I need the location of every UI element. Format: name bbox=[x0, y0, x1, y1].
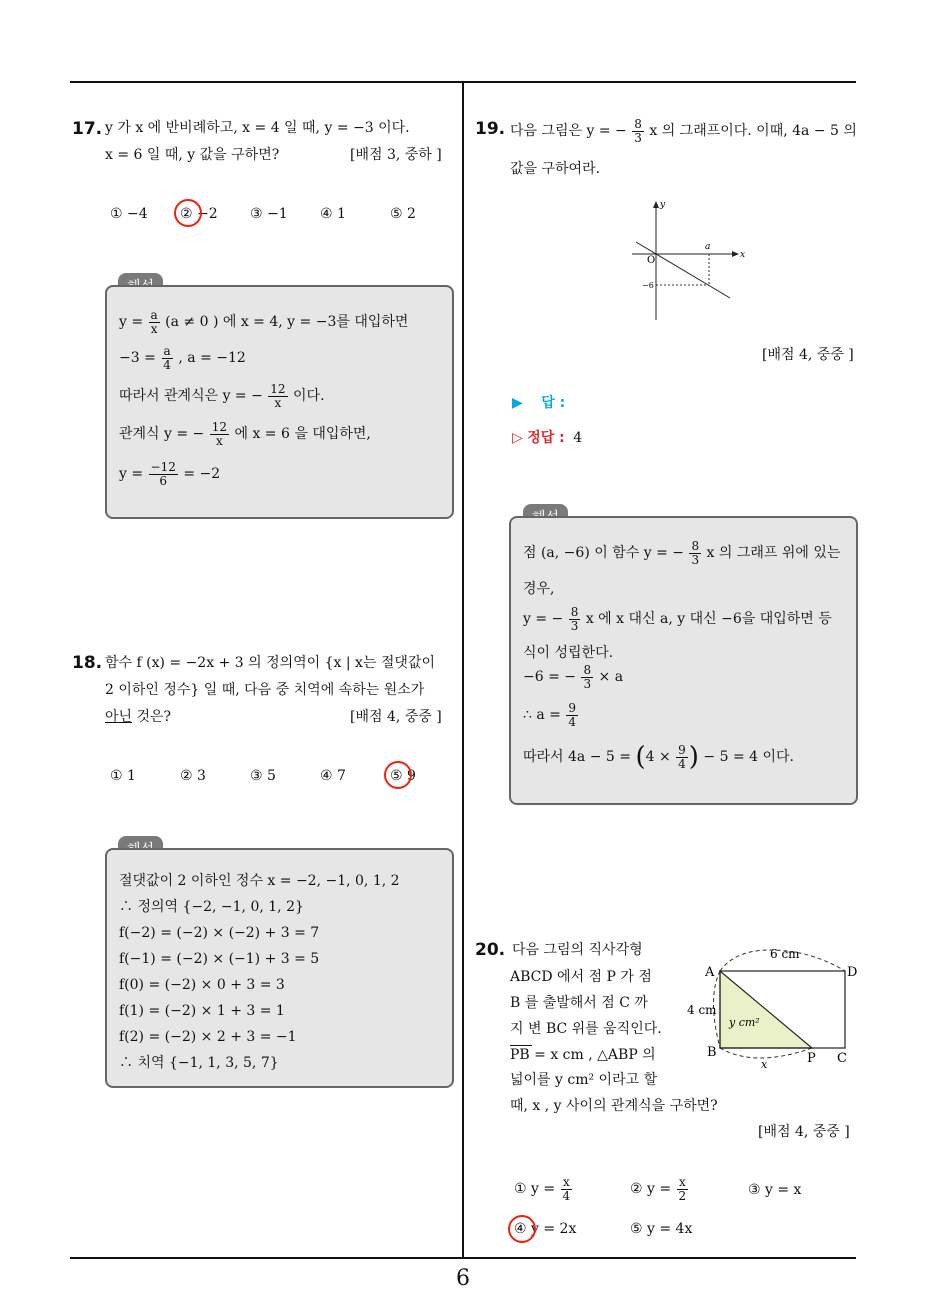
solution-line: f(0) = (−2) × 0 + 3 = 3 bbox=[119, 977, 285, 993]
x-axis-label: x bbox=[740, 250, 746, 260]
y-axis-label: y bbox=[660, 200, 666, 210]
question-text-line1: 다음 그림은 y = − $\frac{8}{3}$ x 의 그래프이다. 이때, 4a − 5 의 bbox=[510, 117, 857, 145]
solution-line: 경우, bbox=[523, 581, 555, 597]
question-text-line3: 아닌 것은? bbox=[105, 709, 172, 725]
question-number: 18. bbox=[72, 653, 103, 673]
solution-line: y = $\frac{a}{x}$ (a ≠ 0 ) 에 x = 4, y = −3를 대입하면 bbox=[119, 308, 409, 336]
choice-5[interactable]: ⑤ y = 4x bbox=[630, 1221, 693, 1237]
score-label: [배점 4, 중중 ] bbox=[350, 709, 442, 725]
question-text-line: 때, x , y 사이의 관계식을 구하면? bbox=[510, 1098, 718, 1114]
answer-row bbox=[512, 396, 565, 410]
score-label: [배점 3, 중하 ] bbox=[350, 147, 442, 163]
answer-circle-mark bbox=[174, 199, 202, 227]
solution-line: ∴ a = $\frac{9}{4}$ bbox=[523, 701, 576, 729]
correct-value: 4 bbox=[573, 430, 583, 446]
solution-line: ∴ 치역 {−1, 1, 3, 5, 7} bbox=[119, 1055, 279, 1071]
correct-arrow-icon: ▷ bbox=[512, 430, 523, 446]
area-label: y cm² bbox=[729, 1016, 760, 1029]
neg6-label: −6 bbox=[642, 281, 654, 290]
top-length-label: 6 cm bbox=[770, 947, 800, 961]
question-text-line: B 를 출발해서 점 C 까 bbox=[510, 995, 648, 1011]
choice-5[interactable]: ⑤ 9 bbox=[390, 768, 416, 784]
solution-line: 점 (a, −6) 이 함수 y = − $\frac{8}{3}$ x 의 그래프 위에 있는 bbox=[523, 539, 841, 567]
solution-line: f(1) = (−2) × 1 + 3 = 1 bbox=[119, 1003, 285, 1019]
question-text-line1: 함수 f (x) = −2x + 3 의 정의역이 {x | x는 절댓값이 bbox=[105, 655, 436, 671]
left-length-label: 4 cm bbox=[687, 1003, 717, 1017]
a-label: a bbox=[705, 242, 711, 252]
column-divider bbox=[462, 81, 464, 1259]
triangle-abp bbox=[720, 971, 812, 1048]
vertex-c: C bbox=[837, 1051, 847, 1066]
choice-3[interactable]: ③ −1 bbox=[250, 206, 288, 222]
question-text-line2: 2 이하인 정수} 일 때, 다음 중 치역에 속하는 원소가 bbox=[105, 682, 425, 698]
solution-line: f(−2) = (−2) × (−2) + 3 = 7 bbox=[119, 925, 320, 941]
solution-line: 따라서 관계식은 y = − $\frac{12}{x}$ 이다. bbox=[119, 382, 325, 410]
choice-4[interactable]: ④ 1 bbox=[320, 206, 346, 222]
answer-label: 답 : bbox=[541, 395, 566, 411]
question-text-line2: x = 6 일 때, y 값을 구하면? bbox=[105, 147, 280, 163]
choice-2[interactable]: ② −2 bbox=[180, 206, 218, 222]
solution-box bbox=[105, 848, 454, 1088]
x-axis-arrow bbox=[732, 251, 739, 257]
choice-2[interactable]: ② 3 bbox=[180, 768, 206, 784]
vertex-b: B bbox=[707, 1045, 717, 1060]
origin-label: O bbox=[647, 255, 656, 266]
vertex-a: A bbox=[705, 965, 715, 980]
question-text-line2: 값을 구하여라. bbox=[510, 161, 601, 177]
page-number: 6 bbox=[456, 1266, 470, 1291]
question-text-line1: y 가 x 에 반비례하고, x = 4 일 때, y = −3 이다. bbox=[105, 120, 410, 136]
question-text-line: 넓이를 y cm² 이라고 할 bbox=[510, 1072, 658, 1088]
solution-line: ∴ 정의역 {−2, −1, 0, 1, 2} bbox=[119, 899, 304, 915]
rectangle-figure bbox=[685, 940, 865, 1075]
choice-1[interactable]: ① y = $\frac{x}{4}$ bbox=[514, 1175, 571, 1203]
choice-3[interactable]: ③ y = x bbox=[748, 1182, 802, 1198]
solution-line: −3 = $\frac{a}{4}$ , a = −12 bbox=[119, 344, 246, 372]
choice-4[interactable]: ④ 7 bbox=[320, 768, 346, 784]
solution-line: 식이 성립한다. bbox=[523, 645, 614, 661]
solution-line: y = $\frac{-12}{6}$ = −2 bbox=[119, 460, 221, 488]
question-text-line: 다음 그림의 직사각형 bbox=[512, 942, 643, 958]
question-text-line: ABCD 에서 점 P 가 점 bbox=[510, 969, 652, 985]
answer-circle-mark bbox=[384, 761, 412, 789]
solution-line: −6 = − $\frac{8}{3}$ × a bbox=[523, 663, 624, 691]
bottom-dim-arc bbox=[720, 1048, 812, 1058]
question-text-line: 지 변 BC 위를 움직인다. bbox=[510, 1021, 662, 1037]
bottom-length-label: x bbox=[761, 1058, 768, 1071]
choice-5[interactable]: ⑤ 2 bbox=[390, 206, 416, 222]
linear-function-graph bbox=[620, 195, 750, 330]
question-number: 17. bbox=[72, 119, 103, 139]
question-number: 20. bbox=[475, 940, 506, 960]
choice-1[interactable]: ① 1 bbox=[110, 768, 136, 784]
answer-circle-mark bbox=[508, 1215, 536, 1243]
choice-2[interactable]: ② y = $\frac{x}{2}$ bbox=[630, 1175, 687, 1203]
solution-box bbox=[509, 516, 858, 805]
solution-line: y = − $\frac{8}{3}$ x 에 x 대신 a, y 대신 −6을 대입하면 등 bbox=[523, 605, 832, 633]
choice-3[interactable]: ③ 5 bbox=[250, 768, 276, 784]
solution-line: f(−1) = (−2) × (−1) + 3 = 5 bbox=[119, 951, 320, 967]
solution-line: 관계식 y = − $\frac{12}{x}$ 에 x = 6 을 대입하면, bbox=[119, 420, 371, 448]
vertex-d: D bbox=[847, 965, 858, 980]
choice-4[interactable]: ④ y = 2x bbox=[514, 1221, 577, 1237]
score-label: [배점 4, 중중 ] bbox=[758, 1124, 850, 1140]
pb-overline bbox=[510, 1045, 532, 1046]
score-label: [배점 4, 중중 ] bbox=[762, 347, 854, 363]
correct-label: 정답 : bbox=[527, 430, 565, 446]
solution-line: 따라서 4a − 5 = (4 × $\frac{9}{4}$ ) − 5 = 4 이다. bbox=[523, 742, 794, 773]
vertex-p: P bbox=[807, 1051, 816, 1066]
question-text-line: PB = x cm , △ABP 의 bbox=[510, 1047, 656, 1063]
solution-line: f(2) = (−2) × 2 + 3 = −1 bbox=[119, 1029, 297, 1045]
question-number: 19. bbox=[475, 119, 506, 139]
solution-box bbox=[105, 285, 454, 519]
correct-answer-row bbox=[512, 431, 582, 445]
answer-arrow-icon: ▶ bbox=[512, 395, 523, 411]
choice-1[interactable]: ① −4 bbox=[110, 206, 148, 222]
y-axis-arrow bbox=[653, 201, 659, 208]
solution-line: 절댓값이 2 이하인 정수 x = −2, −1, 0, 1, 2 bbox=[119, 873, 400, 889]
